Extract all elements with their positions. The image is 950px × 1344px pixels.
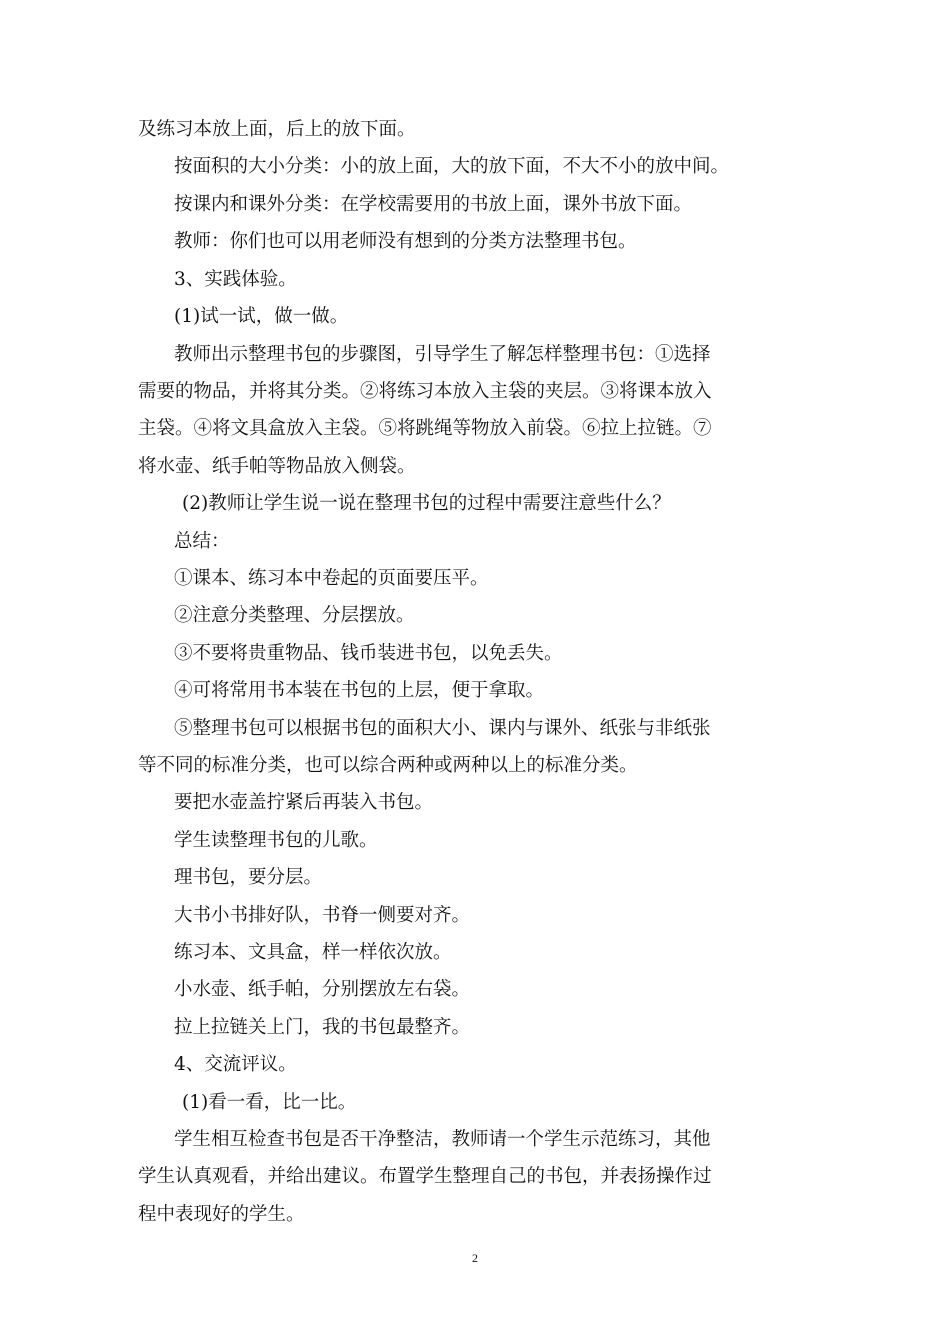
text-line: 将水壶、纸手帕等物品放入侧袋。 (138, 456, 416, 477)
rhyme-line: 小水壶、纸手帕，分别摆放左右袋。 (174, 979, 471, 1000)
text-line: 按面积的大小分类：小的放上面，大的放下面，不大不小的放中间。 (174, 156, 730, 177)
page-number: 2 (472, 1251, 478, 1265)
text-line: 学生读整理书包的儿歌。 (174, 830, 378, 851)
text-line: 按课内和课外分类：在学校需要用的书放上面，课外书放下面。 (174, 194, 693, 215)
rhyme-line: 练习本、文具盒，样一样依次放。 (174, 942, 452, 963)
rhyme-line: 拉上拉链关上门，我的书包最整齐。 (174, 1017, 471, 1038)
text-line: 教师出示整理书包的步骤图，引导学生了解怎样整理书包：①选择 (174, 344, 711, 365)
text-line: 等不同的标准分类，也可以综合两种或两种以上的标准分类。 (138, 755, 638, 776)
list-item: ②注意分类整理、分层摆放。 (174, 605, 415, 626)
text-line: 学生认真观看，并给出建议。布置学生整理自己的书包，并表扬操作过 (138, 1166, 712, 1187)
subsection-heading: (1)试一试，做一做。 (174, 306, 349, 327)
subsection-heading: (2)教师让学生说一说在整理书包的过程中需要注意些什么？ (182, 493, 671, 514)
list-item: ①课本、练习本中卷起的页面要压平。 (174, 568, 489, 589)
rhyme-line: 理书包，要分层。 (174, 867, 323, 888)
section-heading: 3、实践体验。 (174, 269, 297, 290)
text-line: 及练习本放上面，后上的放下面。 (138, 119, 416, 140)
text-line: 学生相互检查书包是否干净整洁，教师请一个学生示范练习，其他 (174, 1129, 711, 1150)
text-line: 教师：你们也可以用老师没有想到的分类方法整理书包。 (174, 231, 637, 252)
list-item: ③不要将贵重物品、钱币装进书包，以免丢失。 (174, 643, 563, 664)
text-line: 需要的物品，并将其分类。②将练习本放入主袋的夹层。③将课本放入 (138, 381, 712, 402)
text-line: 要把水壶盖拧紧后再装入书包。 (174, 792, 434, 813)
text-line: 主袋。④将文具盒放入主袋。⑤将跳绳等物放入前袋。⑥拉上拉链。⑦ (138, 418, 712, 439)
list-item: ⑤整理书包可以根据书包的面积大小、课内与课外、纸张与非纸张 (174, 718, 711, 739)
list-item: ④可将常用书本装在书包的上层，便于拿取。 (174, 680, 545, 701)
text-line: 总结： (174, 531, 230, 552)
text-line: 程中表现好的学生。 (138, 1204, 305, 1225)
section-heading: 4、交流评议。 (174, 1054, 297, 1075)
subsection-heading: (1)看一看，比一比。 (182, 1092, 357, 1113)
rhyme-line: 大书小书排好队，书脊一侧要对齐。 (174, 905, 471, 926)
